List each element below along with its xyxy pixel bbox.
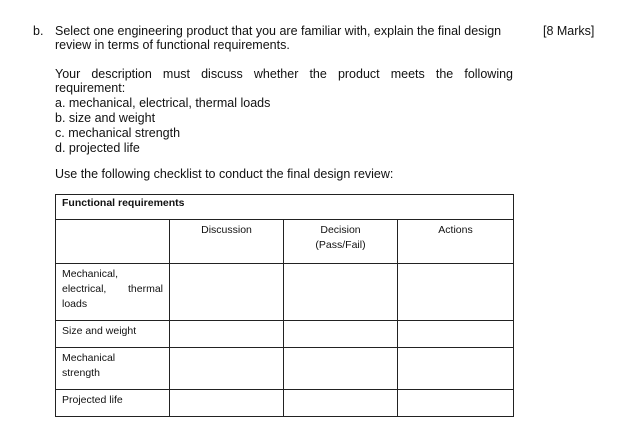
actions-cell[interactable]	[398, 321, 514, 348]
table-title: Functional requirements	[56, 195, 514, 220]
review-checklist-table	[55, 194, 514, 417]
header-decision	[284, 220, 398, 264]
instruction-text: Use the following checklist to conduct the final design review:	[55, 167, 394, 181]
row-label-loads-line-1: Mechanical,	[62, 268, 119, 280]
table-header-row	[56, 220, 514, 264]
header-discussion: Discussion	[170, 220, 284, 264]
table-title-row	[56, 195, 514, 220]
row-label-projected-life: Projected life	[56, 390, 170, 417]
table-row	[56, 348, 514, 390]
actions-cell[interactable]	[398, 264, 514, 321]
header-actions: Actions	[398, 220, 514, 264]
description	[55, 67, 513, 95]
decision-cell[interactable]	[284, 321, 398, 348]
header-blank-cell	[56, 220, 170, 264]
requirement-item: c. mechanical strength	[55, 126, 181, 140]
requirement-item: b. size and weight	[55, 111, 156, 125]
discussion-cell[interactable]	[170, 348, 284, 390]
discussion-cell[interactable]	[170, 264, 284, 321]
discussion-cell[interactable]	[170, 321, 284, 348]
header-decision-line-1: Decision	[320, 224, 361, 236]
actions-cell[interactable]	[398, 348, 514, 390]
header-decision-line-2: (Pass/Fail)	[315, 239, 366, 251]
marks-label: [8 Marks]	[543, 24, 595, 38]
row-label-mech-strength-line-1: Mechanical	[62, 352, 116, 364]
requirement-item: a. mechanical, electrical, thermal loads	[55, 96, 271, 110]
table-row	[56, 390, 514, 417]
decision-cell[interactable]	[284, 348, 398, 390]
actions-cell[interactable]	[398, 390, 514, 417]
question-line-2: review in terms of functional requirements.	[55, 38, 290, 52]
row-label-loads	[56, 264, 170, 321]
row-label-loads-line-3: loads	[62, 298, 88, 310]
row-label-mech-strength	[56, 348, 170, 390]
decision-cell[interactable]	[284, 390, 398, 417]
question-line-1: Select one engineering product that you are familiar with, explain the final design	[55, 24, 502, 38]
requirement-item: d. projected life	[55, 141, 140, 155]
table-row	[56, 264, 514, 321]
description-line-1: Your description must discuss whether the product meets the following	[55, 67, 513, 81]
requirements-list	[55, 96, 270, 156]
table-row	[56, 321, 514, 348]
row-label-mech-strength-line-2: strength	[62, 367, 100, 379]
discussion-cell[interactable]	[170, 390, 284, 417]
question-text	[55, 24, 525, 52]
row-label-size-weight: Size and weight	[56, 321, 170, 348]
question-label: b.	[33, 24, 44, 38]
decision-cell[interactable]	[284, 264, 398, 321]
row-label-loads-line-2: electrical, thermal	[62, 283, 163, 295]
description-line-2: requirement:	[55, 81, 126, 95]
